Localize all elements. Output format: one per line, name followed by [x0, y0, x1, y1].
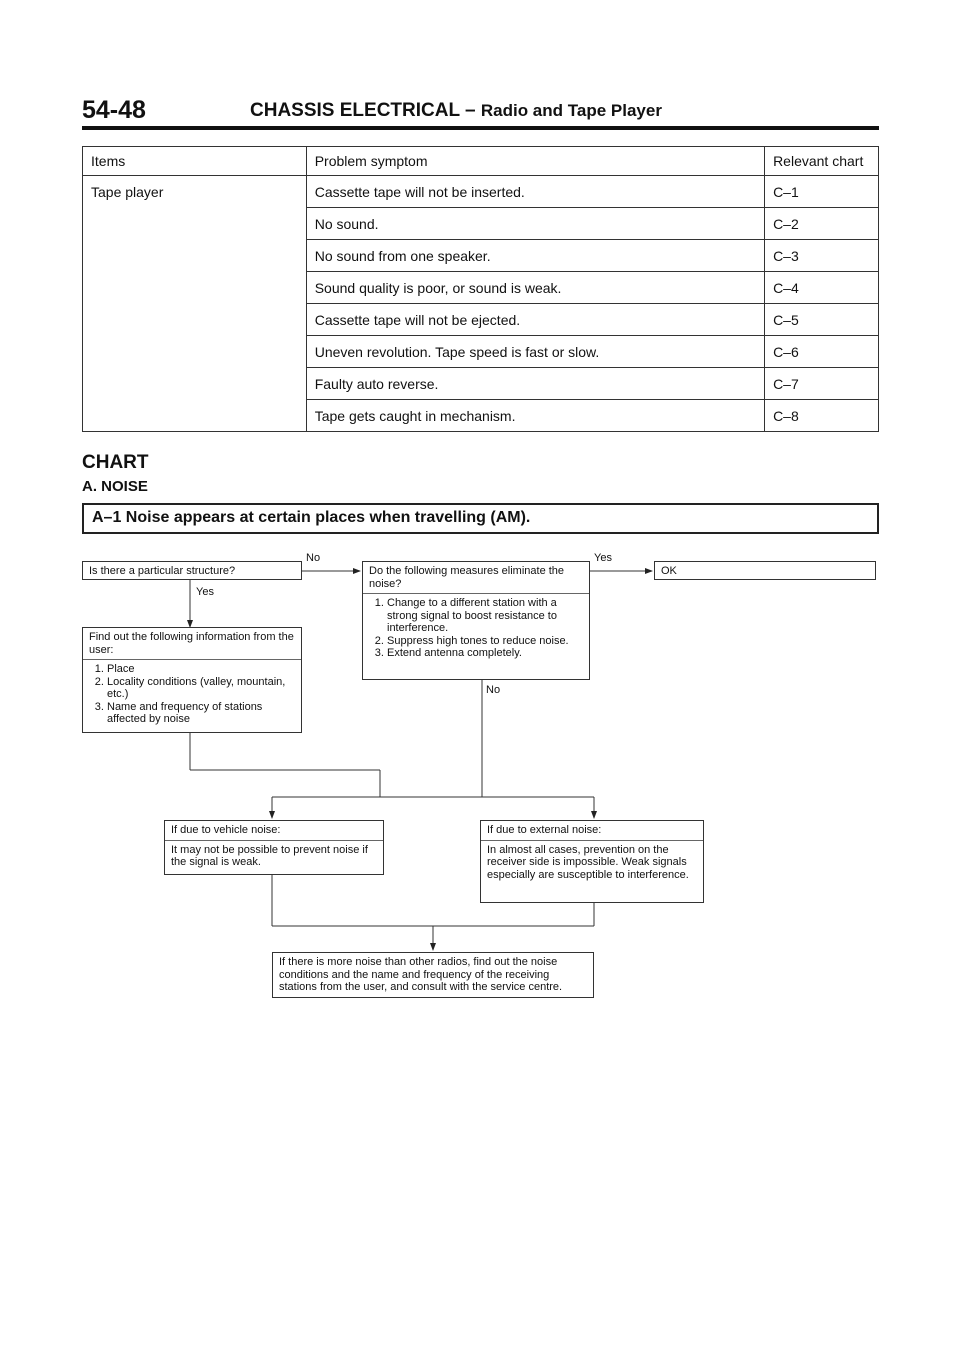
list-item: 1. Place [107, 663, 295, 676]
vehicle-noise-heading: If due to vehicle noise: [165, 821, 383, 841]
external-noise-box [480, 820, 704, 903]
vehicle-noise-body: It may not be possible to prevent noise if the signal is weak. [171, 843, 368, 868]
section-title-main: CHASSIS ELECTRICAL – [250, 100, 476, 121]
consult-box [272, 952, 594, 998]
list-item: 2. Locality conditions (valley, mountain, etc.) [107, 676, 295, 701]
chart-cell: C–2 [765, 208, 879, 240]
column-header-chart: Relevant chart [765, 147, 879, 176]
item-cell: Tape player [83, 176, 307, 432]
chart-cell: C–1 [765, 176, 879, 208]
structure-question-box [82, 561, 302, 580]
ok-label: OK [661, 565, 677, 577]
list-item: 3. Extend antenna completely. [387, 647, 583, 660]
a1-title: A–1 Noise appears at certain places when travelling (AM). [92, 509, 531, 526]
ok-box [654, 561, 876, 580]
yes-label: Yes [196, 586, 214, 598]
symptom-cell: Sound quality is poor, or sound is weak. [306, 272, 764, 304]
find-out-list [89, 663, 295, 726]
symptom-cell: Uneven revolution. Tape speed is fast or slow. [306, 336, 764, 368]
measures-list [369, 597, 583, 660]
measures-box [362, 561, 590, 680]
noise-heading: A. NOISE [82, 478, 148, 495]
column-header-items: Items [83, 147, 307, 176]
symptom-cell: Tape gets caught in mechanism. [306, 400, 764, 432]
find-out-heading: Find out the following information from the user: [83, 628, 301, 660]
external-noise-body: In almost all cases, prevention on the receiver side is impossible. Weak signals especially are susceptible to interference. [487, 843, 689, 881]
symptom-cell: Faulty auto reverse. [306, 368, 764, 400]
list-item: 2. Suppress high tones to reduce noise. [387, 635, 583, 648]
consult-text: If there is more noise than other radios, find out the noise conditions and the name and frequency of the receiving stations from the user, and consult with the service centre. [279, 956, 563, 993]
find-out-box [82, 627, 302, 733]
structure-question: Is there a particular structure? [89, 565, 236, 577]
vehicle-noise-box [164, 820, 384, 875]
symptom-cell: Cassette tape will not be ejected. [306, 304, 764, 336]
chart-cell: C–6 [765, 336, 879, 368]
chart-cell: C–4 [765, 272, 879, 304]
no-label: No [306, 552, 321, 564]
page-number: 54-48 [82, 96, 146, 124]
chart-cell: C–5 [765, 304, 879, 336]
yes-label: Yes [594, 552, 612, 564]
list-item: 3. Name and frequency of stations affected by noise [107, 701, 295, 726]
chart-cell: C–8 [765, 400, 879, 432]
chart-heading: CHART [82, 452, 149, 473]
symptom-cell: No sound from one speaker. [306, 240, 764, 272]
column-header-symptom: Problem symptom [306, 147, 764, 176]
symptom-cell: No sound. [306, 208, 764, 240]
chart-cell: C–3 [765, 240, 879, 272]
list-item: 1. Change to a different station with a strong signal to boost resistance to interference. [387, 597, 583, 635]
chart-cell: C–7 [765, 368, 879, 400]
symptom-cell: Cassette tape will not be inserted. [306, 176, 764, 208]
measures-heading: Do the following measures eliminate the noise? [363, 562, 589, 594]
no-label: No [486, 684, 501, 696]
external-noise-heading: If due to external noise: [481, 821, 703, 841]
section-subtitle: Radio and Tape Player [480, 101, 662, 120]
